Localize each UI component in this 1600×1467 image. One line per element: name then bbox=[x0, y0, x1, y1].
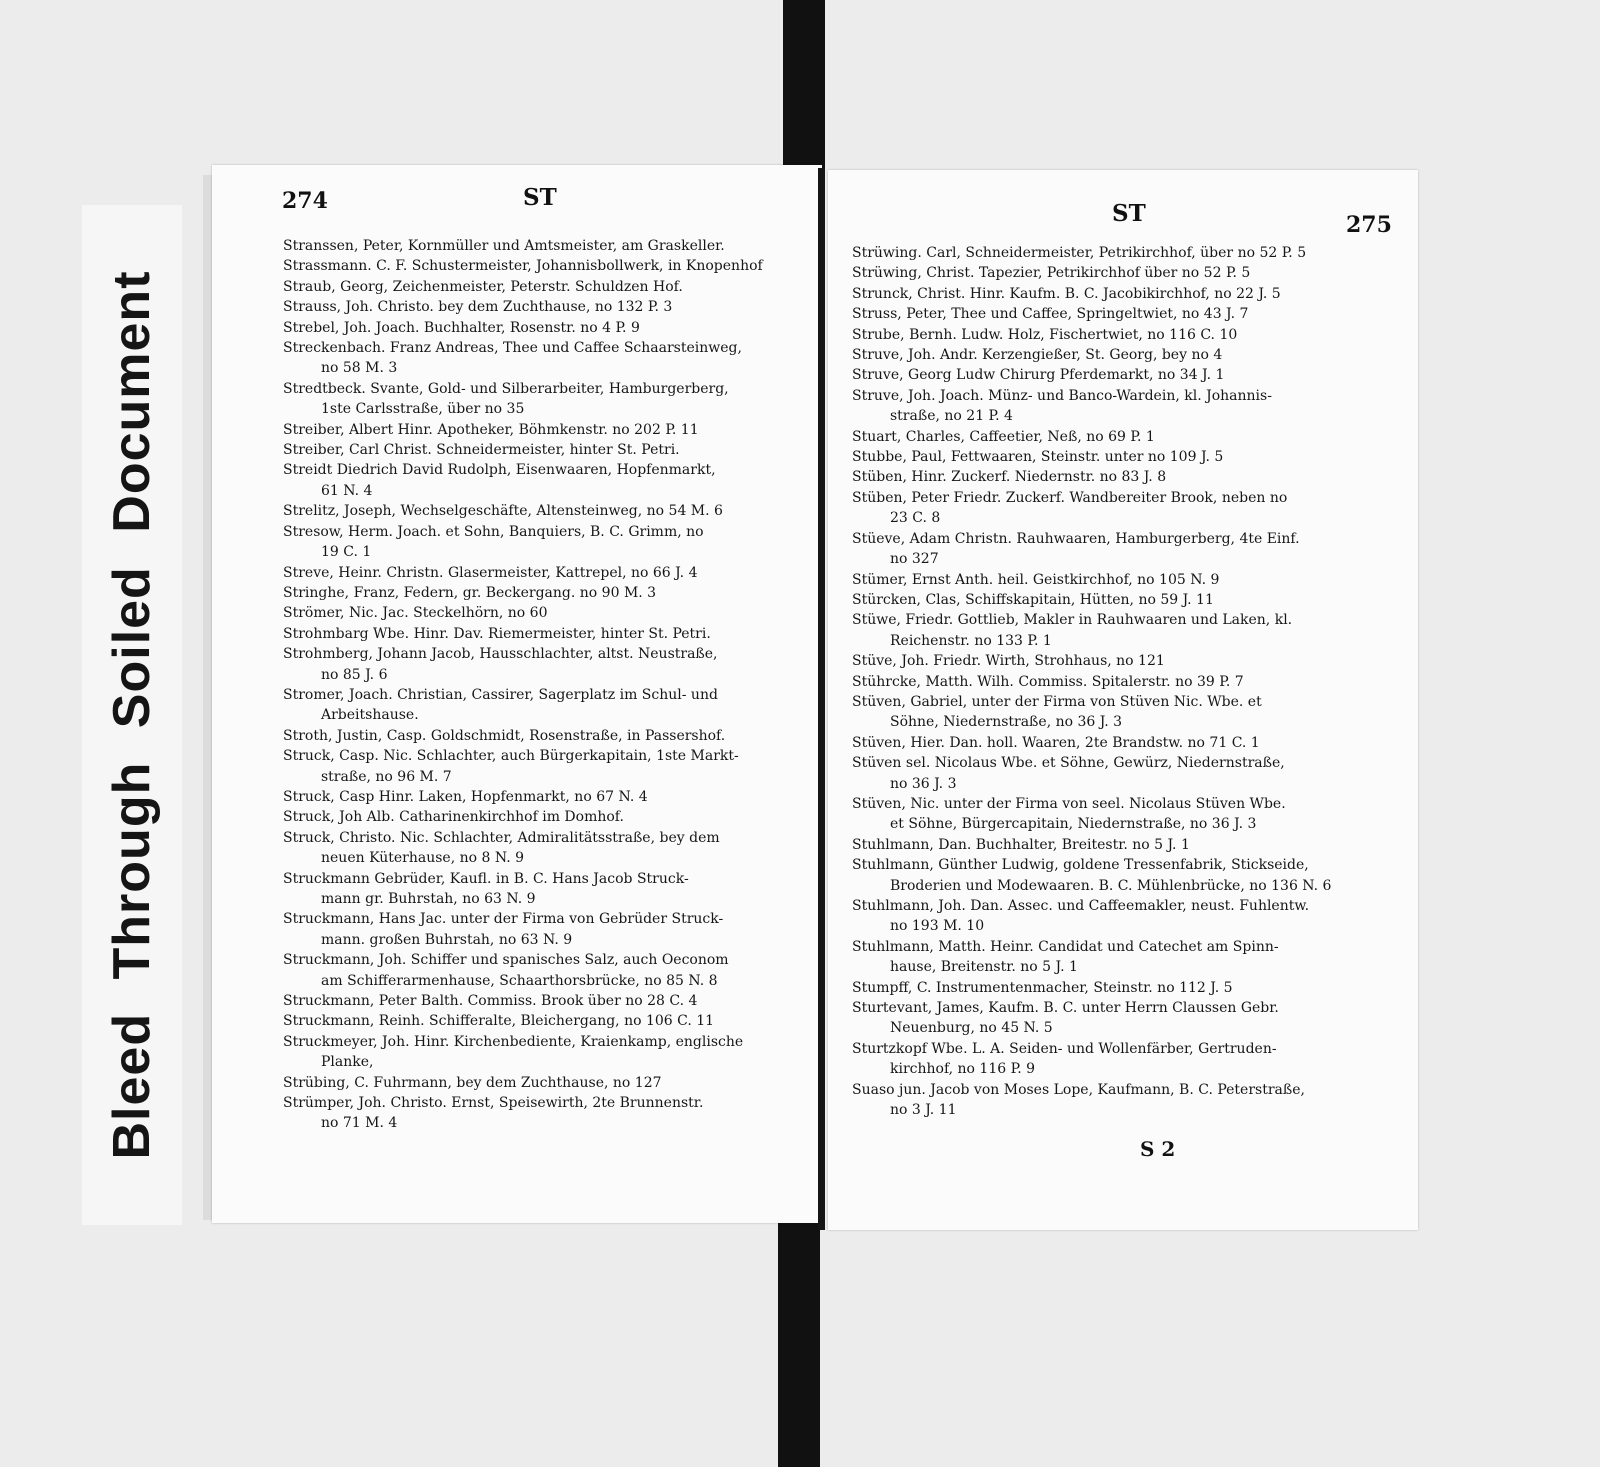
directory-entry-line: Strümper, Joh. Christo. Ernst, Speisewirth, 2te Brunnenstr. bbox=[283, 1095, 704, 1112]
directory-entry-line: Streidt Diedrich David Rudolph, Eisenwaaren, Hopfenmarkt, bbox=[283, 462, 716, 479]
directory-entry-line: hause, Breitenstr. no 5 J. 1 bbox=[890, 959, 1078, 976]
directory-entry-line: Struck, Christo. Nic. Schlachter, Admiralitätsstraße, bey dem bbox=[283, 829, 720, 846]
directory-entry-line: no 58 M. 3 bbox=[321, 360, 398, 377]
directory-entry-line: 23 C. 8 bbox=[890, 510, 941, 527]
binding-tab-top bbox=[783, 0, 825, 178]
directory-entry-line: Strunck, Christ. Hinr. Kaufm. B. C. Jacobikirchhof, no 22 J. 5 bbox=[852, 285, 1281, 302]
directory-entry-line: Suaso jun. Jacob von Moses Lope, Kaufmann, B. C. Peterstraße, bbox=[852, 1081, 1305, 1098]
directory-entry-line: mann. großen Buhrstah, no 63 N. 9 bbox=[321, 931, 573, 948]
directory-entry-line: 19 C. 1 bbox=[321, 544, 372, 561]
right-entry-list bbox=[852, 243, 1377, 1120]
directory-entry-line: Stüben, Peter Friedr. Zuckerf. Wandbereiter Brook, neben no bbox=[852, 489, 1288, 506]
directory-entry-line: Stürcken, Clas, Schiffskapitain, Hütten, no 59 J. 11 bbox=[852, 591, 1214, 608]
directory-entry-line: Streve, Heinr. Christn. Glasermeister, Kattrepel, no 66 J. 4 bbox=[283, 564, 698, 581]
directory-entry-line: Stumpff, C. Instrumentenmacher, Steinstr. no 112 J. 5 bbox=[852, 979, 1233, 996]
binding-tab-bottom bbox=[778, 1222, 820, 1467]
directory-entry-line: Straub, Georg, Zeichenmeister, Peterstr. Schuldzen Hof. bbox=[283, 278, 683, 295]
directory-entry-line: Reichenstr. no 133 P. 1 bbox=[890, 632, 1052, 649]
directory-entry-line: Struckmeyer, Joh. Hinr. Kirchenbediente, Kraienkamp, englische bbox=[283, 1033, 744, 1050]
directory-entry-line: Stroth, Justin, Casp. Goldschmidt, Rosenstraße, in Passershof. bbox=[283, 727, 726, 744]
directory-entry-line: no 327 bbox=[890, 551, 939, 568]
left-page-number: 274 bbox=[282, 188, 328, 214]
directory-entry-line: Stuhlmann, Matth. Heinr. Candidat und Catechet am Spinn- bbox=[852, 938, 1279, 955]
directory-entry-line: kirchhof, no 116 P. 9 bbox=[890, 1061, 1035, 1078]
directory-entry-line: Stranssen, Peter, Kornmüller und Amtsmeister, am Graskeller. bbox=[283, 238, 725, 254]
directory-entry-line: Stuhlmann, Joh. Dan. Assec. und Caffeemakler, neust. Fuhlentw. bbox=[852, 898, 1310, 914]
directory-entry-line: no 36 J. 3 bbox=[890, 775, 957, 792]
directory-entry-line: Stuhlmann, Günther Ludwig, goldene Tressenfabrik, Stickseide, bbox=[852, 857, 1309, 874]
directory-entry-line: Sturtzkopf Wbe. L. A. Seiden- und Wollenfärber, Gertruden- bbox=[852, 1040, 1277, 1057]
directory-entry-line: Stredtbeck. Svante, Gold- und Silberarbeiter, Hamburgerberg, bbox=[283, 380, 729, 397]
directory-entry-line: no 193 M. 10 bbox=[890, 918, 985, 935]
directory-entry-line: Strube, Bernh. Ludw. Holz, Fischertwiet, no 116 C. 10 bbox=[852, 326, 1238, 343]
banner-label: Bleed Through Soiled Document bbox=[103, 270, 161, 1160]
directory-entry-line: Arbeitshause. bbox=[321, 707, 419, 724]
directory-entry-line: am Schifferarmenhause, Schaarthorsbrücke, no 85 N. 8 bbox=[321, 972, 718, 989]
directory-entry-line: Broderien und Modewaaren. B. C. Mühlenbrücke, no 136 N. 6 bbox=[890, 877, 1332, 894]
directory-entry-line: no 85 J. 6 bbox=[321, 666, 388, 683]
directory-entry-line: no 3 J. 11 bbox=[890, 1102, 957, 1119]
directory-entry-line: Stuhlmann, Dan. Buchhalter, Breitestr. no 5 J. 1 bbox=[852, 836, 1190, 853]
directory-entry-line: Struck, Casp Hinr. Laken, Hopfenmarkt, no 67 N. 4 bbox=[283, 788, 648, 805]
directory-entry-line: Struckmann, Peter Balth. Commiss. Brook über no 28 C. 4 bbox=[283, 993, 698, 1010]
directory-entry-line: Strebel, Joh. Joach. Buchhalter, Rosenstr. no 4 P. 9 bbox=[283, 319, 640, 336]
directory-entry-line: Struckmann Gebrüder, Kaufl. in B. C. Hans Jacob Struck- bbox=[283, 870, 689, 887]
directory-entry-line: Stringhe, Franz, Federn, gr. Beckergang. no 90 M. 3 bbox=[283, 584, 657, 601]
directory-entry-line: Sturtevant, James, Kaufm. B. C. unter Herrn Claussen Gebr. bbox=[852, 1000, 1279, 1017]
directory-entry-line: Struve, Georg Ludw Chirurg Pferdemarkt, no 34 J. 1 bbox=[852, 367, 1225, 384]
directory-entry-line: Stromer, Joach. Christian, Cassirer, Sagerplatz im Schul- und bbox=[283, 686, 718, 703]
directory-entry-line: Söhne, Niedernstraße, no 36 J. 3 bbox=[890, 714, 1123, 731]
directory-entry-line: Streiber, Albert Hinr. Apotheker, Böhmkenstr. no 202 P. 11 bbox=[283, 421, 699, 438]
directory-entry-line: straße, no 96 M. 7 bbox=[321, 768, 452, 785]
directory-entry-line: Streckenbach. Franz Andreas, Thee und Caffee Schaarsteinweg, bbox=[283, 340, 742, 357]
directory-entry-line: Struve, Joh. Andr. Kerzengießer, St. Georg, bey no 4 bbox=[852, 347, 1223, 364]
directory-entry-line: Struckmann, Hans Jac. unter der Firma von Gebrüder Struck- bbox=[283, 911, 724, 928]
directory-entry-line: Strübing, C. Fuhrmann, bey dem Zuchthause, no 127 bbox=[283, 1074, 662, 1091]
directory-entry-line: Stüven, Nic. unter der Firma von seel. Nicolaus Stüven Wbe. bbox=[852, 795, 1286, 812]
directory-entry-line: Stüven, Gabriel, unter der Firma von Stüven Nic. Wbe. et bbox=[852, 693, 1262, 710]
directory-entry-line: Stümer, Ernst Anth. heil. Geistkirchhof, no 105 N. 9 bbox=[852, 571, 1220, 588]
directory-entry-line: Stubbe, Paul, Fettwaaren, Steinstr. unter no 109 J. 5 bbox=[852, 449, 1224, 466]
directory-entry-line: Struck, Casp. Nic. Schlachter, auch Bürgerkapitain, 1ste Markt- bbox=[283, 748, 739, 765]
directory-entry-line: Stuart, Charles, Caffeetier, Neß, no 69 P. 1 bbox=[852, 428, 1155, 445]
left-section-label: ST bbox=[523, 184, 557, 211]
directory-entry-line: no 71 M. 4 bbox=[321, 1115, 398, 1132]
directory-entry-line: Strüwing. Carl, Schneidermeister, Petrikirchhof, über no 52 P. 5 bbox=[852, 245, 1307, 261]
directory-entry-line: Stüben, Hinr. Zuckerf. Niedernstr. no 83 J. 8 bbox=[852, 469, 1167, 486]
directory-entry-line: Strelitz, Joseph, Wechselgeschäfte, Altensteinweg, no 54 M. 6 bbox=[283, 503, 723, 520]
directory-entry-line: Struve, Joh. Joach. Münz- und Banco-Wardein, kl. Johannis- bbox=[852, 387, 1272, 404]
directory-entry-line: Struck, Joh Alb. Catharinenkirchhof im Domhof. bbox=[283, 809, 624, 826]
directory-entry-line: Struss, Peter, Thee und Caffee, Springeltwiet, no 43 J. 7 bbox=[852, 306, 1249, 323]
directory-entry-line: Streiber, Carl Christ. Schneidermeister, hinter St. Petri. bbox=[283, 442, 680, 459]
directory-entry-line: Stüve, Joh. Friedr. Wirth, Strohhaus, no 121 bbox=[852, 653, 1165, 670]
directory-entry-line: Stresow, Herm. Joach. et Sohn, Banquiers, B. C. Grimm, no bbox=[283, 523, 704, 540]
directory-entry-line: Strüwing, Christ. Tapezier, Petrikirchhof über no 52 P. 5 bbox=[852, 265, 1251, 282]
directory-entry-line: Struckmann, Reinh. Schifferalte, Bleichergang, no 106 C. 11 bbox=[283, 1013, 715, 1030]
directory-entry-line: 1ste Carlsstraße, über no 35 bbox=[321, 401, 525, 418]
directory-entry-line: Strassmann. C. F. Schustermeister, Johannisbollwerk, in Knopenhof bbox=[283, 258, 763, 275]
book-spine bbox=[818, 168, 825, 1230]
directory-entry-line: mann gr. Buhrstah, no 63 N. 9 bbox=[321, 891, 536, 907]
directory-entry-line: 61 N. 4 bbox=[321, 482, 373, 499]
directory-entry-line: et Söhne, Bürgercapitain, Niedernstraße, no 36 J. 3 bbox=[890, 816, 1257, 833]
directory-entry-line: Stüwe, Friedr. Gottlieb, Makler in Rauhwaaren und Laken, kl. bbox=[852, 612, 1293, 629]
directory-entry-line: Stüven sel. Nicolaus Wbe. et Söhne, Gewürz, Niedernstraße, bbox=[852, 755, 1285, 772]
right-section-label: ST bbox=[1112, 200, 1146, 227]
directory-entry-line: Strömer, Nic. Jac. Steckelhörn, no 60 bbox=[283, 605, 548, 622]
directory-entry-line: Planke, bbox=[321, 1054, 374, 1071]
directory-entry-line: Stührcke, Matth. Wilh. Commiss. Spitalerstr. no 39 P. 7 bbox=[852, 673, 1244, 690]
directory-entry-line: Stüven, Hier. Dan. holl. Waaren, 2te Brandstw. no 71 C. 1 bbox=[852, 734, 1260, 751]
signature-mark: S 2 bbox=[1140, 1137, 1176, 1161]
directory-entry-line: Strohmbarg Wbe. Hinr. Dav. Riemermeister, hinter St. Petri. bbox=[283, 625, 711, 642]
directory-entry-line: Struckmann, Joh. Schiffer und spanisches Salz, auch Oeconom bbox=[283, 952, 729, 969]
right-page-number: 275 bbox=[1346, 212, 1392, 238]
directory-entry-line: Neuenburg, no 45 N. 5 bbox=[890, 1020, 1053, 1037]
directory-entry-line: neuen Küterhause, no 8 N. 9 bbox=[321, 850, 525, 867]
directory-entry-line: straße, no 21 P. 4 bbox=[890, 408, 1013, 425]
directory-entry-line: Strauss, Joh. Christo. bey dem Zuchthause, no 132 P. 3 bbox=[283, 299, 673, 316]
directory-entry-line: Stüeve, Adam Christn. Rauhwaaren, Hamburgerberg, 4te Einf. bbox=[852, 530, 1300, 547]
left-entry-list bbox=[283, 236, 813, 1134]
directory-entry-line: Strohmberg, Johann Jacob, Hausschlachter, altst. Neustraße, bbox=[283, 646, 718, 663]
